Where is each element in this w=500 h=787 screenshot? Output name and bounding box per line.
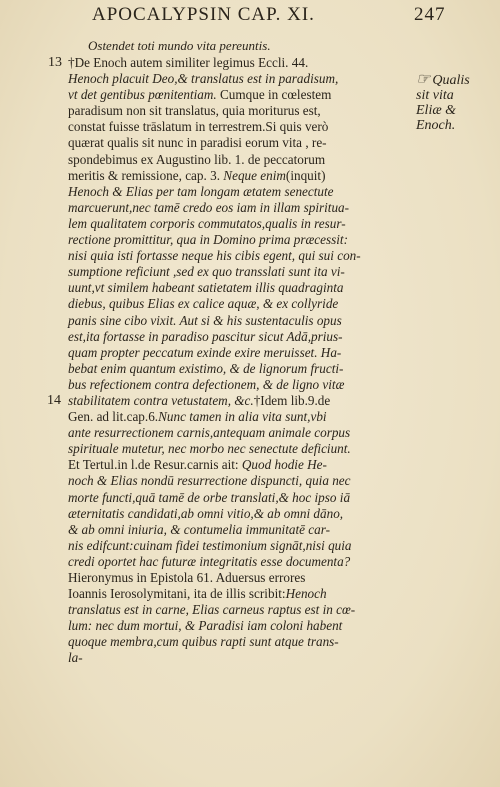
text-segment: Quod hodie He-	[238, 457, 327, 473]
text-segment: Cumque in cœlestem	[216, 87, 332, 103]
margin-note-line: Eliæ &	[416, 103, 457, 118]
body-text	[68, 55, 413, 667]
text-segment: †Idem lib.9.de	[253, 392, 331, 408]
text-line	[68, 538, 413, 554]
text-line	[68, 506, 413, 522]
text-segment: Henoch	[285, 586, 327, 602]
text-line	[68, 264, 413, 280]
text-segment: Hieronymus in Epistola 61. Aduersus errores	[68, 570, 306, 585]
text-segment: uunt,vt similem habeant satietatem illis quadraginta	[68, 280, 344, 296]
text-line	[68, 457, 413, 473]
text-line	[68, 425, 413, 441]
text-line	[68, 586, 413, 602]
text-segment: æternitatis candidati,ab omni vitio,& ab omni dāno,	[68, 505, 344, 521]
text-line	[68, 634, 413, 650]
text-segment: la-	[68, 650, 83, 666]
pointing-hand-icon: ☞	[416, 71, 431, 88]
running-header	[92, 4, 446, 26]
verse-number-14: 14	[47, 393, 61, 408]
text-line	[68, 345, 413, 361]
text-line	[68, 216, 413, 232]
text-segment: bebat enim quantum existimo, & de lignorum fructi-	[68, 360, 344, 376]
text-segment: translatus est in carne, Elias carneus raptus est in cœ-	[68, 602, 356, 618]
text-segment: lum: nec dum mortui, & Paradisi iam coloni habent	[68, 618, 343, 634]
text-line	[68, 152, 413, 168]
text-segment: †De Enoch autem similiter legimus Eccli. 44.	[68, 55, 309, 70]
text-segment: (inquit)	[285, 167, 326, 183]
text-segment: credi oportet hac futuræ integritatis esse documenta?	[68, 553, 351, 569]
text-segment: est,ita fortasse in paradiso pascitur sicut Adā,prius-	[68, 328, 343, 344]
text-line	[68, 409, 413, 425]
text-segment: quoque membra,cum quibus rapti sunt atque trans-	[68, 634, 339, 650]
text-segment: & ab omni iniuria, & contumelia immunitatē car-	[68, 521, 330, 537]
text-line	[68, 618, 413, 634]
text-segment: noch & Elias nondū resurrectione dispuncti, quia nec	[68, 473, 351, 489]
text-line	[68, 55, 413, 71]
running-title: APOCALYPSIN CAP. XI.	[92, 4, 315, 25]
text-segment: spondebimus ex Augustino lib. 1. de peccatorum	[68, 151, 326, 167]
text-line	[68, 473, 413, 489]
text-segment: Henoch placuit Deo,& translatus est in paradisum,	[68, 71, 339, 87]
text-line	[68, 329, 413, 345]
text-line	[68, 393, 413, 409]
margin-note-line: sit vita	[416, 88, 454, 103]
text-segment: diebus, quibus Elias ex calice aquæ, & ex collyride	[68, 296, 339, 312]
text-line	[68, 119, 413, 135]
text-segment: nisi quia isti fortasse neque his cibis egent, qui sui con-	[68, 248, 361, 264]
text-line	[68, 71, 413, 87]
text-line	[68, 650, 413, 666]
text-line	[68, 135, 413, 151]
text-segment: bus refectionem contra defectionem, & de ligno vitæ	[68, 376, 345, 392]
text-segment: quærat qualis sit nunc in paradisi eorum vita , re-	[68, 135, 327, 151]
text-segment: sumptione reficiunt ,sed ex quo transslati sunt ita vi-	[68, 264, 345, 280]
text-segment: Nunc tamen in alia vita sunt,vbi	[158, 409, 327, 425]
text-segment: morte functi,quā tamē de orbe translati,& hoc ipso iā	[68, 489, 351, 505]
text-line	[68, 554, 413, 570]
text-line	[68, 441, 413, 457]
page-number: 247	[414, 4, 446, 25]
text-segment: spirituale mutetur, nec morbo nec senectute deficiunt.	[68, 441, 351, 457]
text-line	[68, 296, 413, 312]
margin-note-line: Enoch.	[416, 118, 456, 133]
text-segment: marcuerunt,nec tamē credo eos iam in illam spiritua-	[68, 199, 350, 215]
text-segment: panis sine cibo vixit. Aut si & his sustentaculis opus	[68, 312, 342, 328]
text-segment: ante resurrectionem carnis,antequam animale corpus	[68, 425, 351, 441]
margin-note	[416, 72, 486, 133]
text-segment: paradisum non sit translatus, quia moriturus est,	[68, 103, 321, 119]
text-line	[68, 87, 413, 103]
text-segment: Neque enim	[220, 167, 286, 183]
text-segment: Et Tertul.in l.de Resur.carnis ait:	[68, 457, 239, 473]
text-segment: lem qualitatem corporis commutatos,qualis in resur-	[68, 215, 346, 231]
text-line	[68, 570, 413, 586]
text-line	[68, 200, 413, 216]
text-segment: constat fuisse trāslatum in terrestrem.Si quis verò	[68, 119, 329, 135]
text-line	[68, 232, 413, 248]
text-line	[68, 602, 413, 618]
text-line	[68, 184, 413, 200]
text-line	[68, 361, 413, 377]
text-line	[68, 103, 413, 119]
text-segment: Ioannis Ierosolymitani, ita de illis scribit:	[68, 586, 286, 602]
text-line	[68, 280, 413, 296]
text-line	[68, 248, 413, 264]
text-line	[68, 522, 413, 538]
text-line	[68, 313, 413, 329]
text-line	[68, 490, 413, 506]
text-segment: vt det gentibus pœnitentiam.	[68, 87, 217, 103]
catchline-top: Ostendet toti mundo vita pereuntis.	[88, 38, 271, 53]
text-segment: quam propter peccatum exinde exire meruisset. Ha-	[68, 344, 342, 360]
verse-number-13: 13	[48, 55, 62, 70]
text-segment: stabilitatem contra vetustatem, &c.	[68, 392, 254, 408]
text-segment: meritis & remissione, cap. 3.	[68, 167, 220, 183]
text-segment: Gen. ad lit.cap.6.	[68, 409, 159, 425]
text-segment: Henoch & Elias per tam longam ætatem senectute	[68, 183, 334, 199]
text-segment: rectione promittitur, qua in Domino prima præcessit:	[68, 232, 348, 248]
text-line	[68, 168, 413, 184]
text-segment: nis edifcunt:cuinam fidei testimonium signāt,nisi quia	[68, 537, 352, 553]
text-line	[68, 377, 413, 393]
margin-note-line: Qualis	[432, 73, 470, 88]
